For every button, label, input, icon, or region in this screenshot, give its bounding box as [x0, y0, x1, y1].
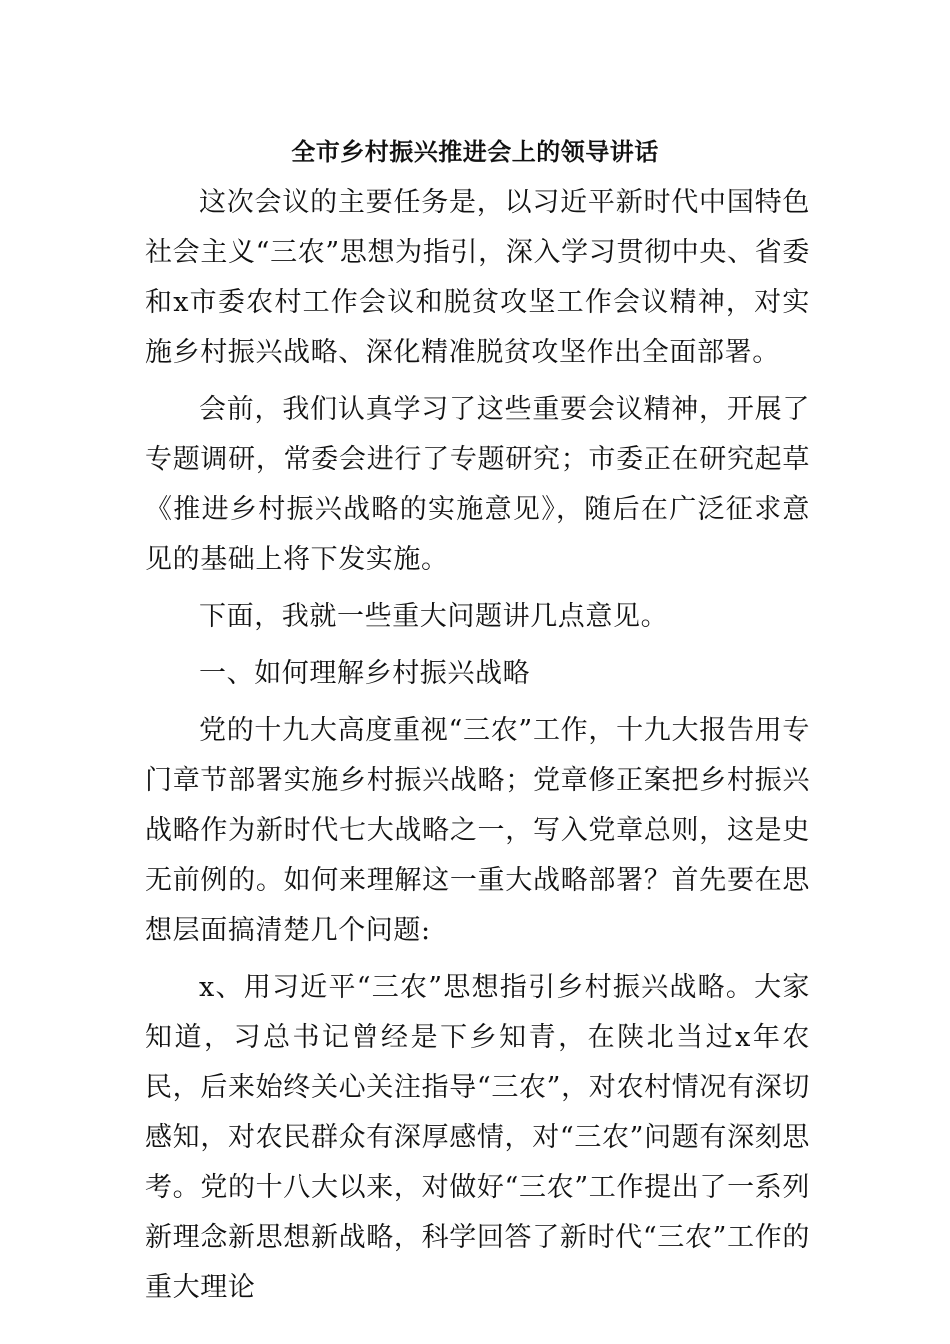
document-title: 全市乡村振兴推进会上的领导讲话 [291, 138, 659, 166]
paragraph-pre-meeting: 会前，我们认真学习了这些重要会议精神，开展了专题调研，常委会进行了专题研究；市委正在研究起草《推进乡村振兴战略的实施意见》，随后在广泛征求意见的基础上将下发实施。 [145, 394, 810, 575]
paragraph-nineteenth-congress: 党的十九大高度重视“三农”工作，十九大报告用专门章节部署实施乡村振兴战略；党章修正案把乡村振兴战略作为新时代七大战略之一，写入党章总则，这是史无前例的。如何来理解这一重大战略部署？首先要在思想层面搞清楚几个问题: [145, 715, 810, 946]
paragraph-point-x: x、用习近平“三农”思想指引乡村振兴战略。大家知道，习总书记曾经是下乡知青，在陕北当过x年农民，后来始终关心关注指导“三农”，对农村情况有深切感知，对农民群众有深厚感情，对“三农”问题有深刻思考。党的十八大以来，对做好“三农”工作提出了一系列新理念新思想新战略，科学回答了新时代“三农”工作的重大理论 [145, 972, 810, 1303]
section-heading-1: 一、如何理解乡村振兴战略 [199, 658, 531, 689]
paragraph-meeting-task: 这次会议的主要任务是，以习近平新时代中国特色社会主义“三农”思想为指引，深入学习贯彻中央、省委和x市委农村工作会议和脱贫攻坚工作会议精神，对实施乡村振兴战略、深化精准脱贫攻坚作出全面部署。 [145, 187, 810, 368]
document-body [145, 178, 810, 1320]
paragraph-opinions-intro: 下面，我就一些重大问题讲几点意见。 [199, 601, 669, 632]
